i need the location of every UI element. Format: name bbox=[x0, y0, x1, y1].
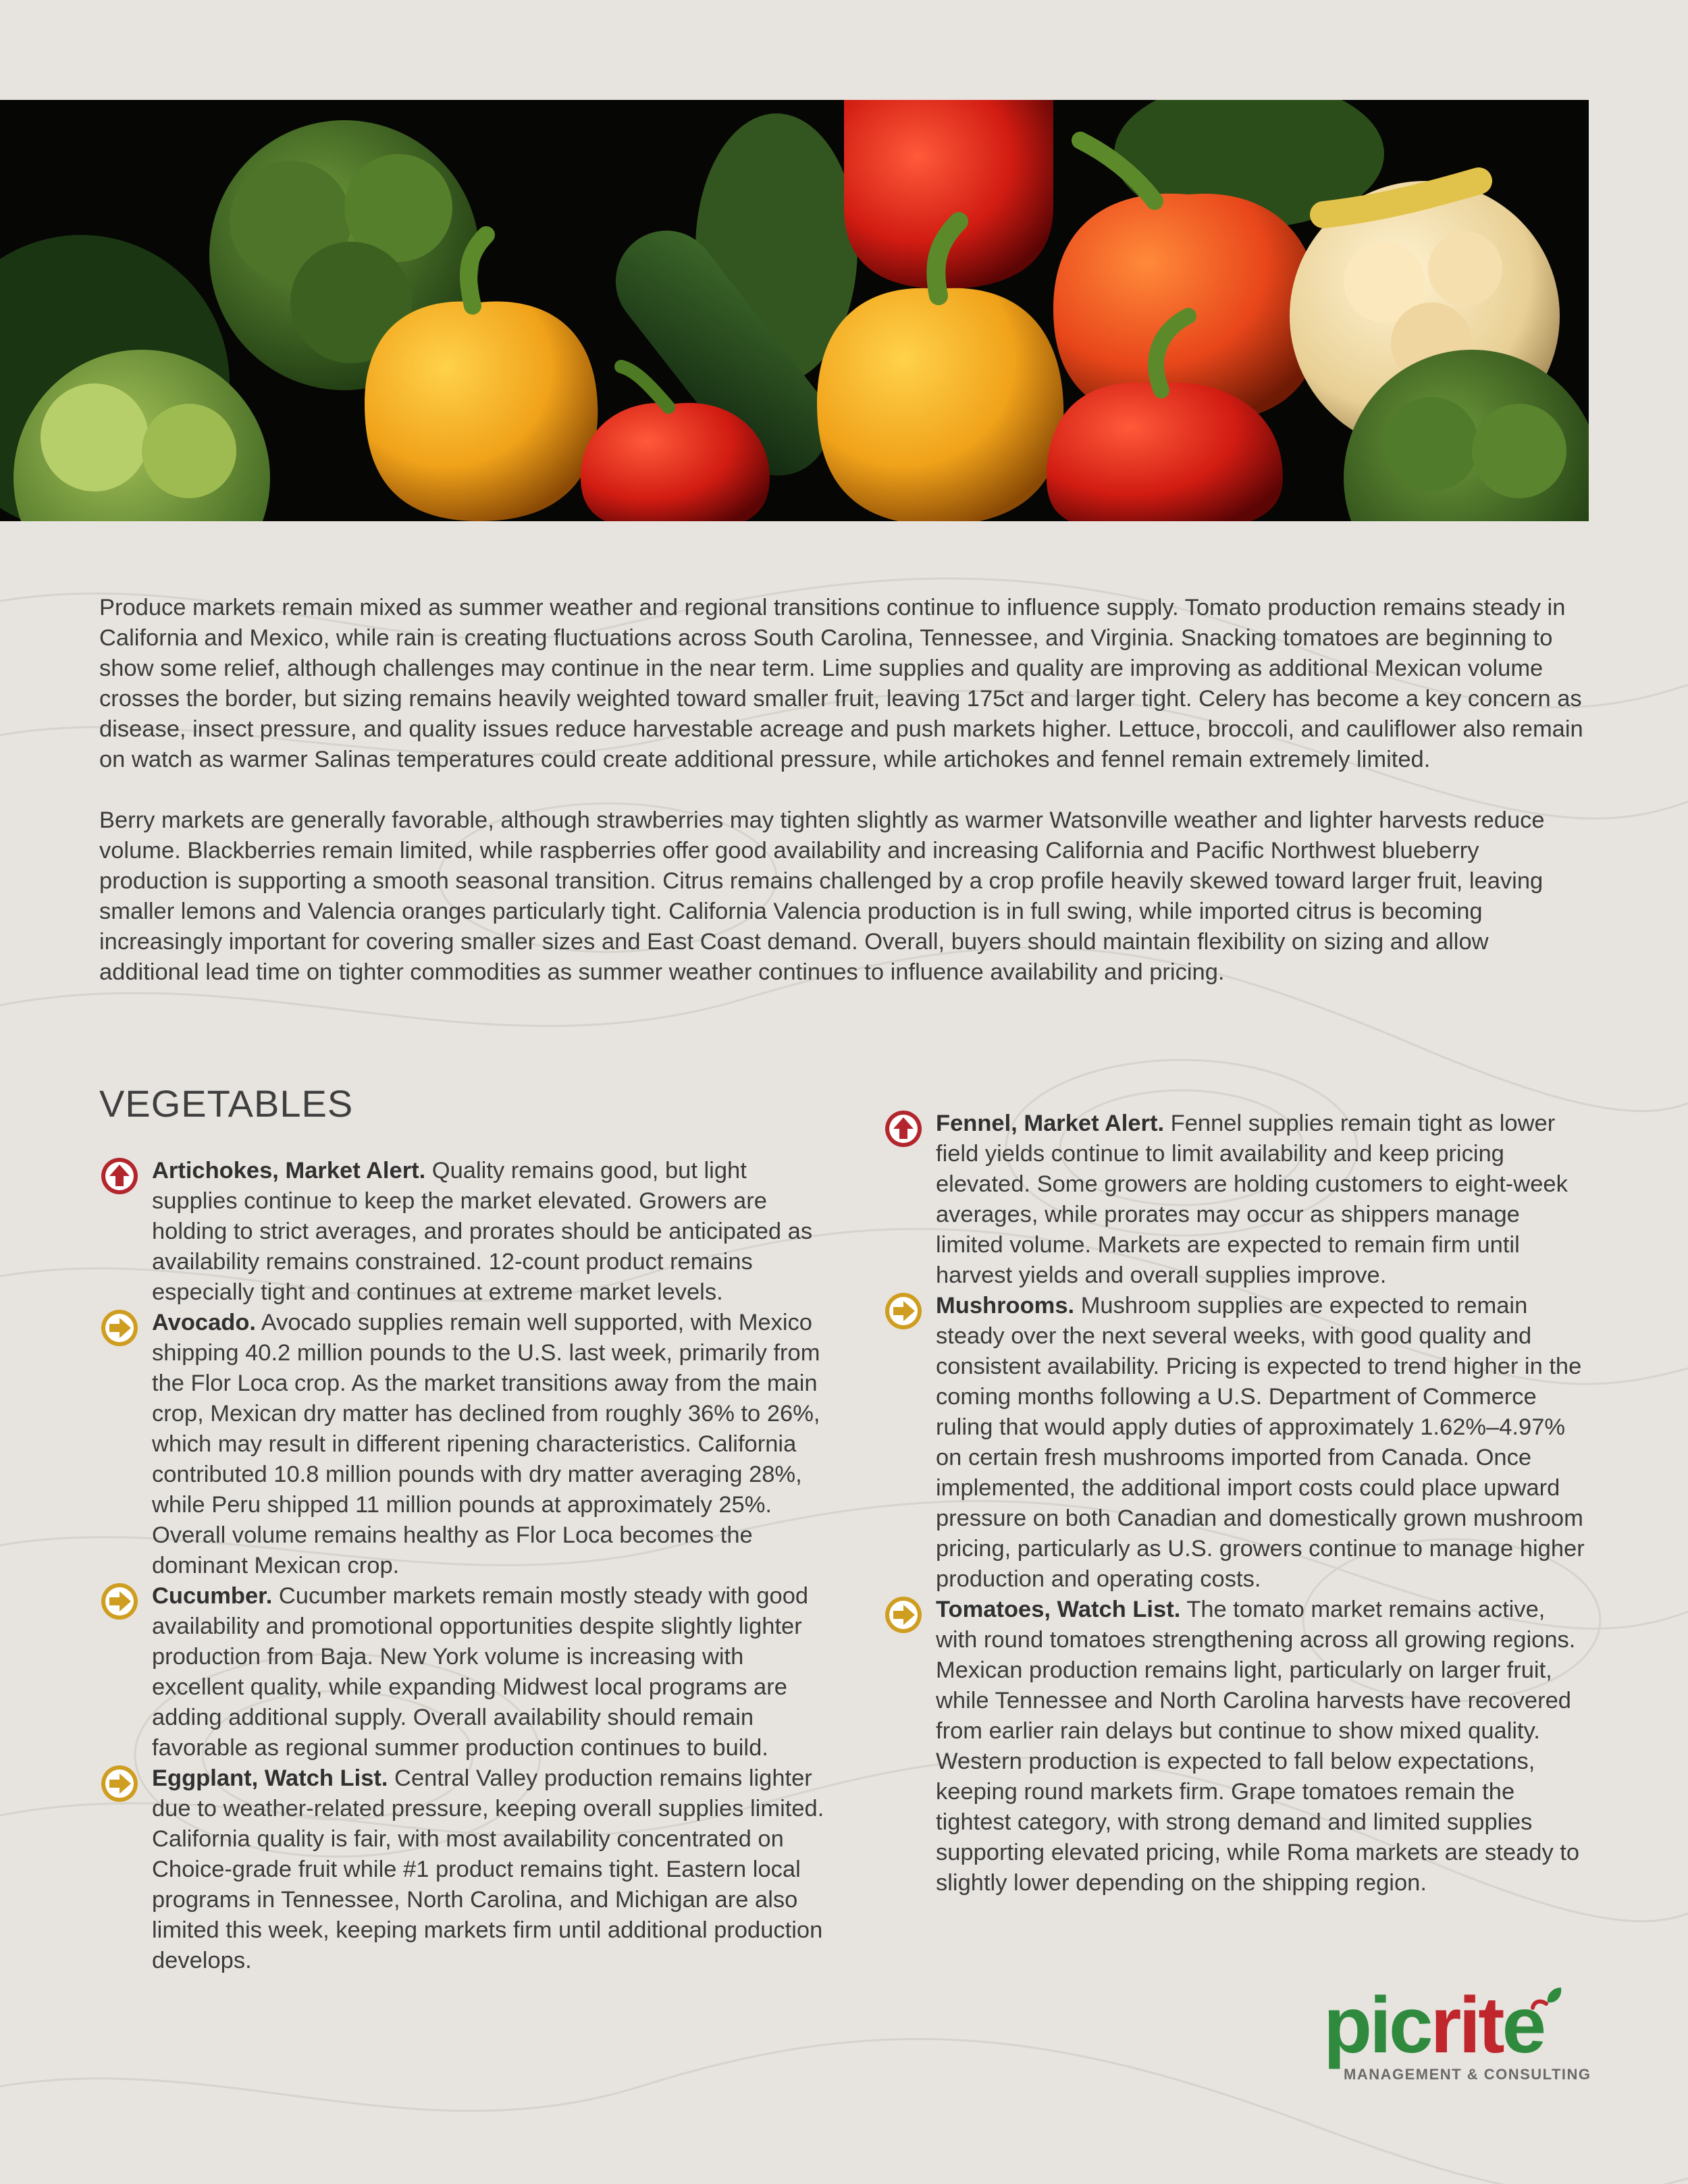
commodity-title: Mushrooms. bbox=[936, 1293, 1075, 1319]
commodity-title: Avocado. bbox=[152, 1310, 257, 1335]
commodity-item-fennel bbox=[883, 1109, 1592, 1291]
left-column bbox=[99, 1156, 825, 1976]
commodity-item-cucumber bbox=[99, 1581, 825, 1763]
right-column bbox=[883, 1109, 1592, 1898]
svg-text:picrite: picrite bbox=[1323, 1985, 1544, 2070]
svg-text:MANAGEMENT & CONSULTING: MANAGEMENT & CONSULTING bbox=[1344, 2066, 1591, 2083]
commodity-item-mushrooms bbox=[883, 1291, 1592, 1595]
commodity-title: Cucumber. bbox=[152, 1583, 273, 1609]
arrow-right-icon bbox=[99, 1763, 140, 1804]
commodity-text: Avocado supplies remain well supported, with Mexico shipping 40.2 million pounds to the U.S. last week, primarily from the Flor Loca crop. As the market transitions away from the main crop, Mexican dry matter has declined from roughly 36% to 26%, which may result in different ripening characteristics. California contributed 10.8 million pounds with dry matter averaging 28%, while Peru shipped 11 million pounds at approximately 25%. Overall volume remains healthy as Flor Loca becomes the dominant Mexican crop. bbox=[152, 1310, 820, 1578]
arrow-up-icon bbox=[99, 1156, 140, 1196]
arrow-right-icon bbox=[883, 1595, 924, 1635]
picrite-logo bbox=[1323, 1985, 1593, 2086]
intro-paragraph: Berry markets are generally favorable, although strawberries may tighten slightly as warmer Watsonville weather and lighter harvests reduce volume. Blackberries remain limited, while raspberries offer good availability and increasing California and Pacific Northwest blueberry production is supporting a smooth seasonal transition. Citrus remains challenged by a crop profile heavily skewed toward larger fruit, leaving smaller lemons and Valencia oranges particularly tight. California Valencia production is in full swing, while imported citrus is becoming increasingly important for covering smaller sizes and East Coast demand. Overall, buyers should maintain flexibility on sizing and allow additional lead time on tighter commodities as summer weather continues to influence availability and pricing. bbox=[99, 807, 1545, 985]
commodity-text: The tomato market remains active, with round tomatoes strengthening across all growing regions. Mexican production remains light, particularly on larger fruit, while Tennessee and North Carolina harvests have recovered from earlier rain delays but continue to show mixed quality. Western production is expected to fall below expectations, keeping round markets firm. Grape tomatoes remain the tightest category, with strong demand and limited supplies supporting elevated pricing, while Roma markets are steady to slightly lower depending on the shipping region. bbox=[936, 1597, 1580, 1896]
commodity-title: Eggplant, Watch List. bbox=[152, 1765, 388, 1791]
arrow-right-icon bbox=[99, 1581, 140, 1622]
hero-vegetables-image bbox=[0, 100, 1589, 521]
commodity-text: Central Valley production remains lighter due to weather-related pressure, keeping overall supplies limited. California quality is fair, with most availability concentrated on Choice-grade fruit while #1 product remains tight. Eastern local programs in Tennessee, North Carolina, and Michigan are also limited this week, keeping markets firm until additional production develops. bbox=[152, 1765, 824, 1973]
commodity-item-eggplant bbox=[99, 1763, 825, 1976]
commodity-title: Fennel, Market Alert. bbox=[936, 1111, 1165, 1136]
commodity-text: Fennel supplies remain tight as lower field yields continue to limit availability and keep pricing elevated. Some growers are holding customers to eight-week averages, while prorates may occur as shippers manage limited volume. Markets are expected to remain firm until harvest yields and overall supplies improve. bbox=[936, 1111, 1568, 1288]
commodity-title: Artichokes, Market Alert. bbox=[152, 1158, 426, 1183]
commodity-text: Cucumber markets remain mostly steady with good availability and promotional opportunities despite slightly lighter production from Baja. New York volume is increasing with excellent quality, while expanding Midwest local programs are adding additional supply. Overall availability should remain favorable as regional summer production continues to build. bbox=[152, 1583, 809, 1761]
arrow-right-icon bbox=[883, 1291, 924, 1331]
commodity-title: Tomatoes, Watch List. bbox=[936, 1597, 1181, 1622]
section-title-vegetables: VEGETABLES bbox=[99, 1082, 354, 1125]
commodity-item-tomatoes bbox=[883, 1595, 1592, 1898]
intro-text bbox=[99, 593, 1585, 1018]
arrow-right-icon bbox=[99, 1308, 140, 1348]
commodity-text: Mushroom supplies are expected to remain steady over the next several weeks, with good quality and consistent availability. Pricing is expected to trend higher in the coming months following a U.S. Department of Commerce ruling that would apply duties of approximately 1.62%–4.97% on certain fresh mushrooms imported from Canada. Once implemented, the additional import costs could place upward pressure on both Canadian and domestically grown mushroom pricing, particularly as U.S. growers continue to manage higher production and operating costs. bbox=[936, 1293, 1585, 1592]
commodity-item-avocado bbox=[99, 1308, 825, 1581]
intro-paragraph: Produce markets remain mixed as summer weather and regional transitions continue to influence supply. Tomato production remains steady in California and Mexico, while rain is creating fluctuations across South Carolina, Tennessee, and Virginia. Snacking tomatoes are beginning to show some relief, although challenges may continue in the near term. Lime supplies and quality are improving as additional Mexican volume crosses the border, but sizing remains heavily weighted toward smaller fruit, leaving 175ct and larger tight. Celery has become a key concern as disease, insect pressure, and quality issues reduce harvestable acreage and push markets higher. Lettuce, broccoli, and cauliflower also remain on watch as warmer Salinas temperatures could create additional pressure, while artichokes and fennel remain extremely limited. bbox=[99, 595, 1583, 772]
commodity-text: Quality remains good, but light supplies continue to keep the market elevated. Growers are holding to strict averages, and prorates should be anticipated as availability remains constrained. 12-count product remains especially tight and continues at extreme market levels. bbox=[152, 1158, 813, 1305]
arrow-up-icon bbox=[883, 1109, 924, 1149]
commodity-item-artichokes bbox=[99, 1156, 825, 1308]
